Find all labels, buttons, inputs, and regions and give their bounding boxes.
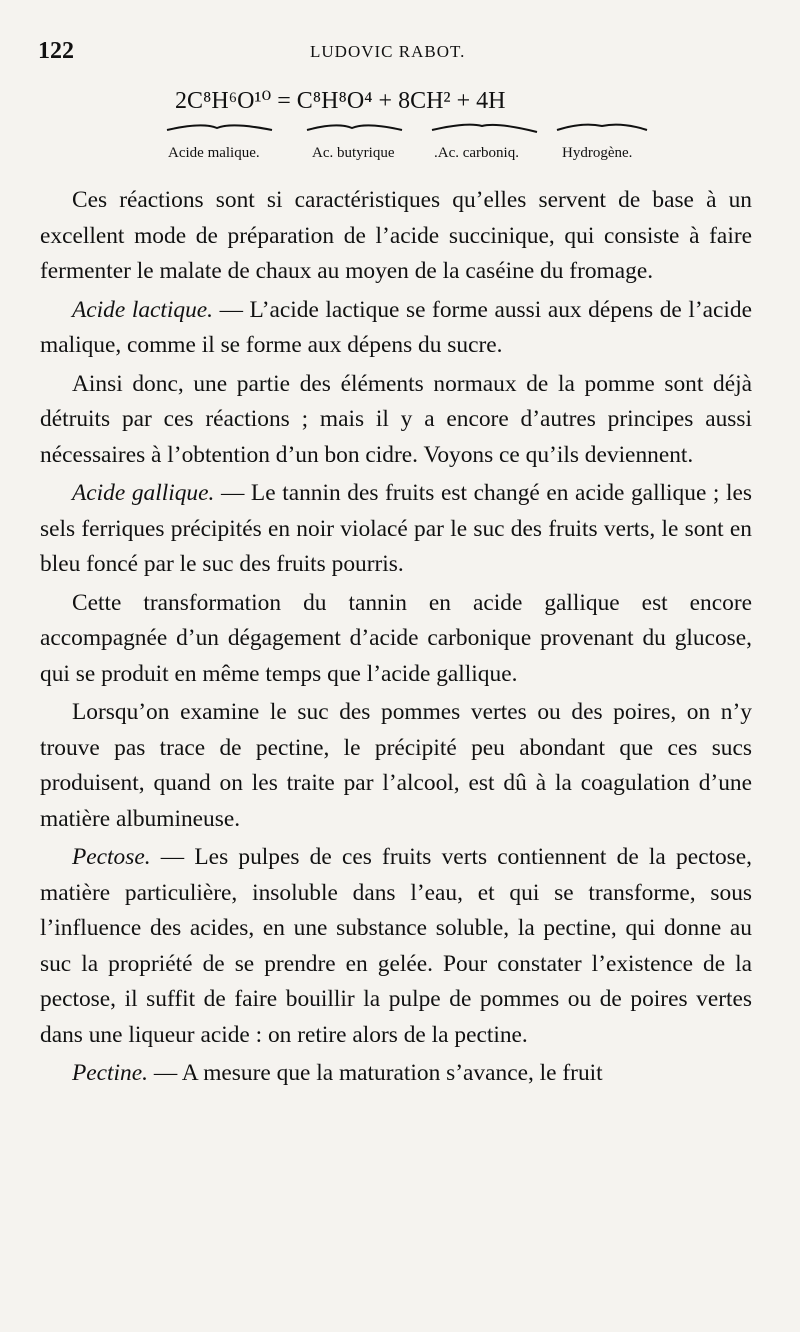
brace-hydrogene: [557, 125, 647, 130]
body-text: [40, 183, 752, 1092]
paragraph-text: — Le tannin des fruits est changé en acide gallique ; les sels ferriques précipités en noir violacé par le suc des fruits verts, le sont en bleu foncé par le suc des fruits pourris.: [40, 480, 752, 577]
equation-braces: [162, 118, 652, 138]
paragraph-text: — Les pulpes de ces fruits verts contiennent de la pectose, matière particulière, insoluble dans l’eau, et qui se transforme, sous l’influence des acides, en une substance soluble, la pectine, qui donne au suc la propriété de se prendre en gelée. Pour constater l’existence de la pectose, il suffit de faire bouillir la pulpe de pommes ou de poires vertes dans une liqueur acide : on retire alors de la pectine.: [40, 844, 752, 1048]
paragraph: [40, 840, 752, 1053]
page-header: [38, 38, 758, 68]
paragraph: [40, 476, 752, 583]
label-acide-malique: Acide malique.: [168, 145, 260, 161]
paragraph-text: — L’acide lactique se forme aussi aux dépens de l’acide malique, comme il se forme aux dépens du sucre.: [40, 296, 752, 358]
brace-butyrique: [307, 125, 402, 130]
section-heading: Pectine.: [72, 1060, 148, 1086]
label-acide-carbonique: .Ac. carboniq.: [434, 145, 519, 161]
paragraph: [40, 183, 752, 290]
label-hydrogene: Hydrogène.: [562, 145, 633, 161]
section-heading: Acide lactique.: [72, 296, 214, 323]
paragraph-text: Cette transformation du tannin en acide gallique est encore accompagnée d’un dégagement d’acide carbonique provenant du glucose, qui se produit en même temps que l’acide gallique.: [40, 589, 752, 687]
running-head: LUDOVIC RABOT.: [310, 42, 466, 61]
label-acide-butyrique: Ac. butyrique: [312, 145, 395, 161]
paragraph-text: Ainsi donc, une partie des éléments normaux de la pomme sont déjà détruits par ces réactions ; mais il y a encore d’autres principes aussi nécessaires à l’obtention d’un bon cidre. Voyons ce qu’ils deviennent.: [40, 370, 752, 468]
section-heading: Acide gallique.: [72, 480, 215, 506]
paragraph: [40, 367, 752, 474]
section-heading: Pectose.: [72, 844, 151, 870]
paragraph: [40, 1056, 752, 1092]
paragraph-text: — A mesure que la maturation s’avance, le fruit: [147, 1060, 603, 1086]
paragraph-text: Ces réactions sont si caractéristiques qu’elles servent de base à un excellent mode de préparation de l’acide succinique, qui consiste à faire fermenter le malate de chaux au moyen de la caséine du fromage.: [40, 187, 752, 284]
paragraph: [40, 586, 752, 693]
paragraph: [40, 695, 752, 837]
paragraph: [40, 293, 752, 364]
brace-carboniq: [432, 125, 537, 132]
brace-malique: [167, 125, 272, 130]
page-number: 122: [38, 38, 74, 64]
chemical-equation: 2C⁸H⁶O¹⁰ = C⁸H⁸O⁴ + 8CH² + 4H: [175, 88, 506, 114]
paragraph-text: Lorsqu’on examine le suc des pommes vertes ou des poires, on n’y trouve pas trace de pectine, le précipité peu abondant que ces sucs produisent, quand on les traite par l’alcool, est dû à la coagulation d’une matière albumineuse.: [40, 699, 752, 832]
